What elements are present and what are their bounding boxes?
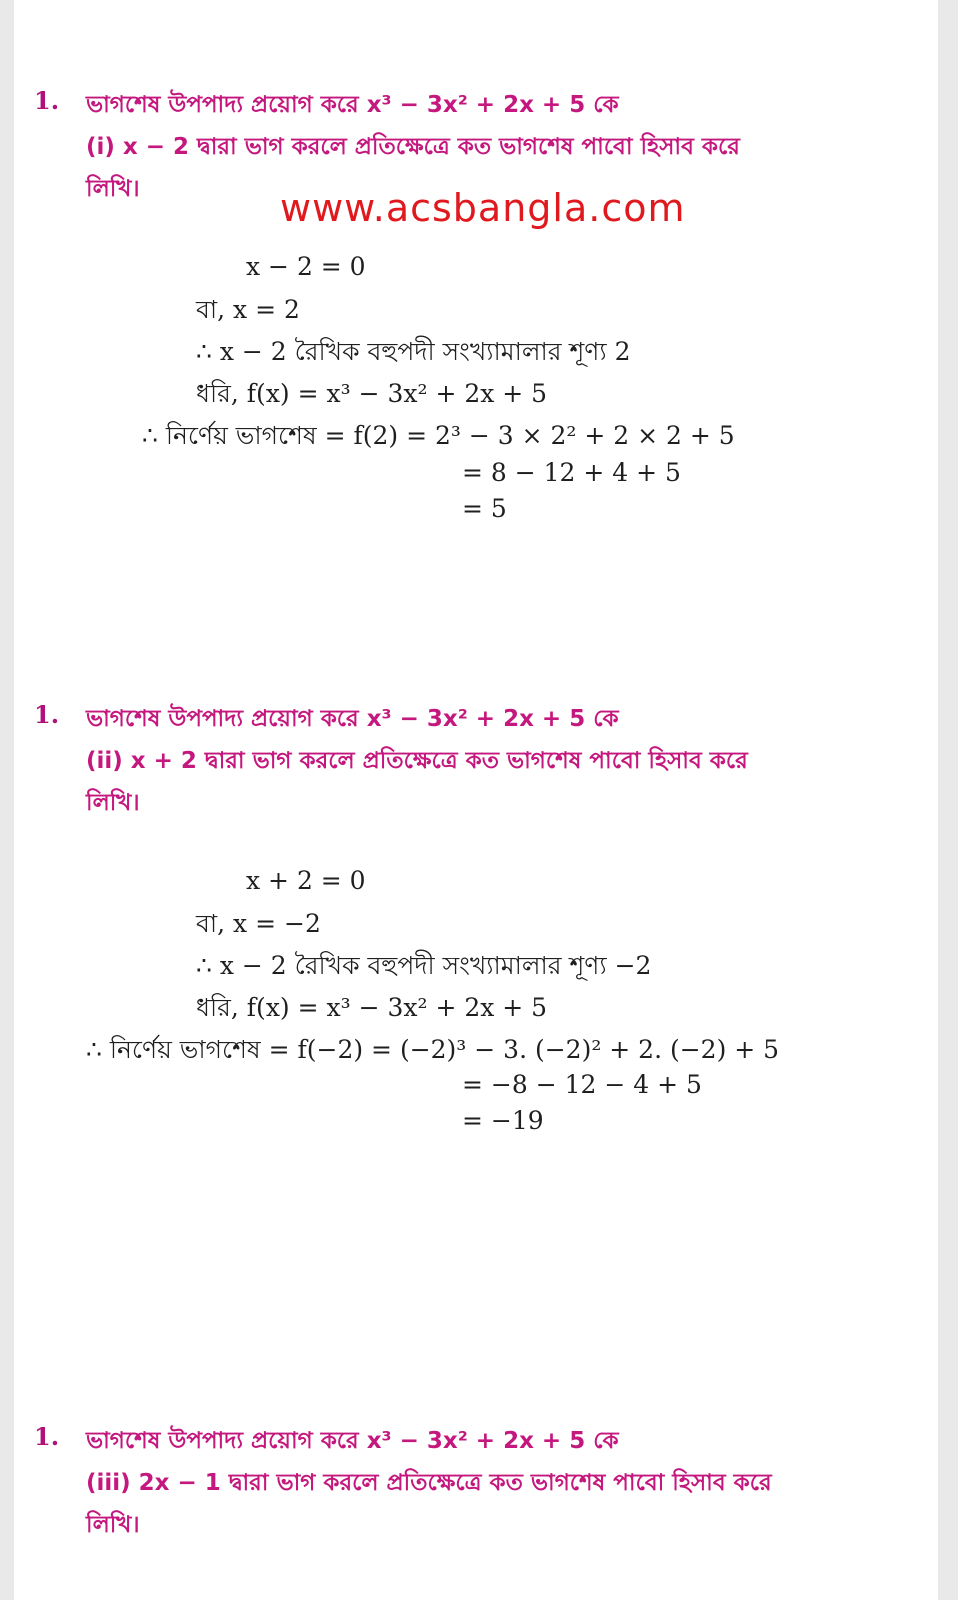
- question-text-line-2: (i) x − 2 দ্বারা ভাগ করলে প্রতিক্ষেত্রে কত ভাগশেষ পাবো হিসাব করে: [86, 134, 740, 160]
- solution-line: ∴ নির্ণেয় ভাগশেষ = f(−2) = (−2)³ − 3. (−2)² + 2. (−2) + 5: [86, 1035, 780, 1064]
- question-text-line-3: লিখি।: [86, 176, 140, 202]
- solution-line: বা, x = −2: [196, 909, 321, 938]
- question-text-line-3: লিখি।: [86, 1512, 140, 1538]
- solution-line: x − 2 = 0: [246, 252, 366, 281]
- solution-line: ∴ x − 2 রৈখিক বহুপদী সংখ্যামালার শূণ্য −2: [196, 951, 652, 980]
- question-number: 1.: [34, 700, 60, 729]
- solution-line: = 8 − 12 + 4 + 5: [462, 458, 681, 487]
- question-number: 1.: [34, 86, 60, 115]
- solution-line: ∴ x − 2 রৈখিক বহুপদী সংখ্যামালার শূণ্য 2: [196, 337, 631, 366]
- question-text-line-1: ভাগশেষ উপপাদ্য প্রয়োগ করে x³ − 3x² + 2x + 5 কে: [86, 92, 619, 118]
- solution-line: = −8 − 12 − 4 + 5: [462, 1070, 702, 1099]
- solution-line: ধরি, f(x) = x³ − 3x² + 2x + 5: [196, 379, 548, 408]
- solution-line: = 5: [462, 494, 507, 523]
- question-number: 1.: [34, 1422, 60, 1451]
- question-text-line-1: ভাগশেষ উপপাদ্য প্রয়োগ করে x³ − 3x² + 2x + 5 কে: [86, 706, 619, 732]
- question-text-line-1: ভাগশেষ উপপাদ্য প্রয়োগ করে x³ − 3x² + 2x + 5 কে: [86, 1428, 619, 1454]
- question-text-line-3: লিখি।: [86, 790, 140, 816]
- question-text-line-2: (ii) x + 2 দ্বারা ভাগ করলে প্রতিক্ষেত্রে কত ভাগশেষ পাবো হিসাব করে: [86, 748, 748, 774]
- watermark-url: www.acsbangla.com: [280, 186, 686, 230]
- question-text-line-2: (iii) 2x − 1 দ্বারা ভাগ করলে প্রতিক্ষেত্রে কত ভাগশেষ পাবো হিসাব করে: [86, 1470, 772, 1496]
- page-left-border: [0, 0, 14, 1600]
- page-right-border: [938, 0, 958, 1600]
- solution-line: ধরি, f(x) = x³ − 3x² + 2x + 5: [196, 993, 548, 1022]
- solution-line: = −19: [462, 1106, 544, 1135]
- solution-line: x + 2 = 0: [246, 866, 366, 895]
- solution-line: ∴ নির্ণেয় ভাগশেষ = f(2) = 2³ − 3 × 2² + 2 × 2 + 5: [142, 421, 735, 450]
- solution-line: বা, x = 2: [196, 295, 300, 324]
